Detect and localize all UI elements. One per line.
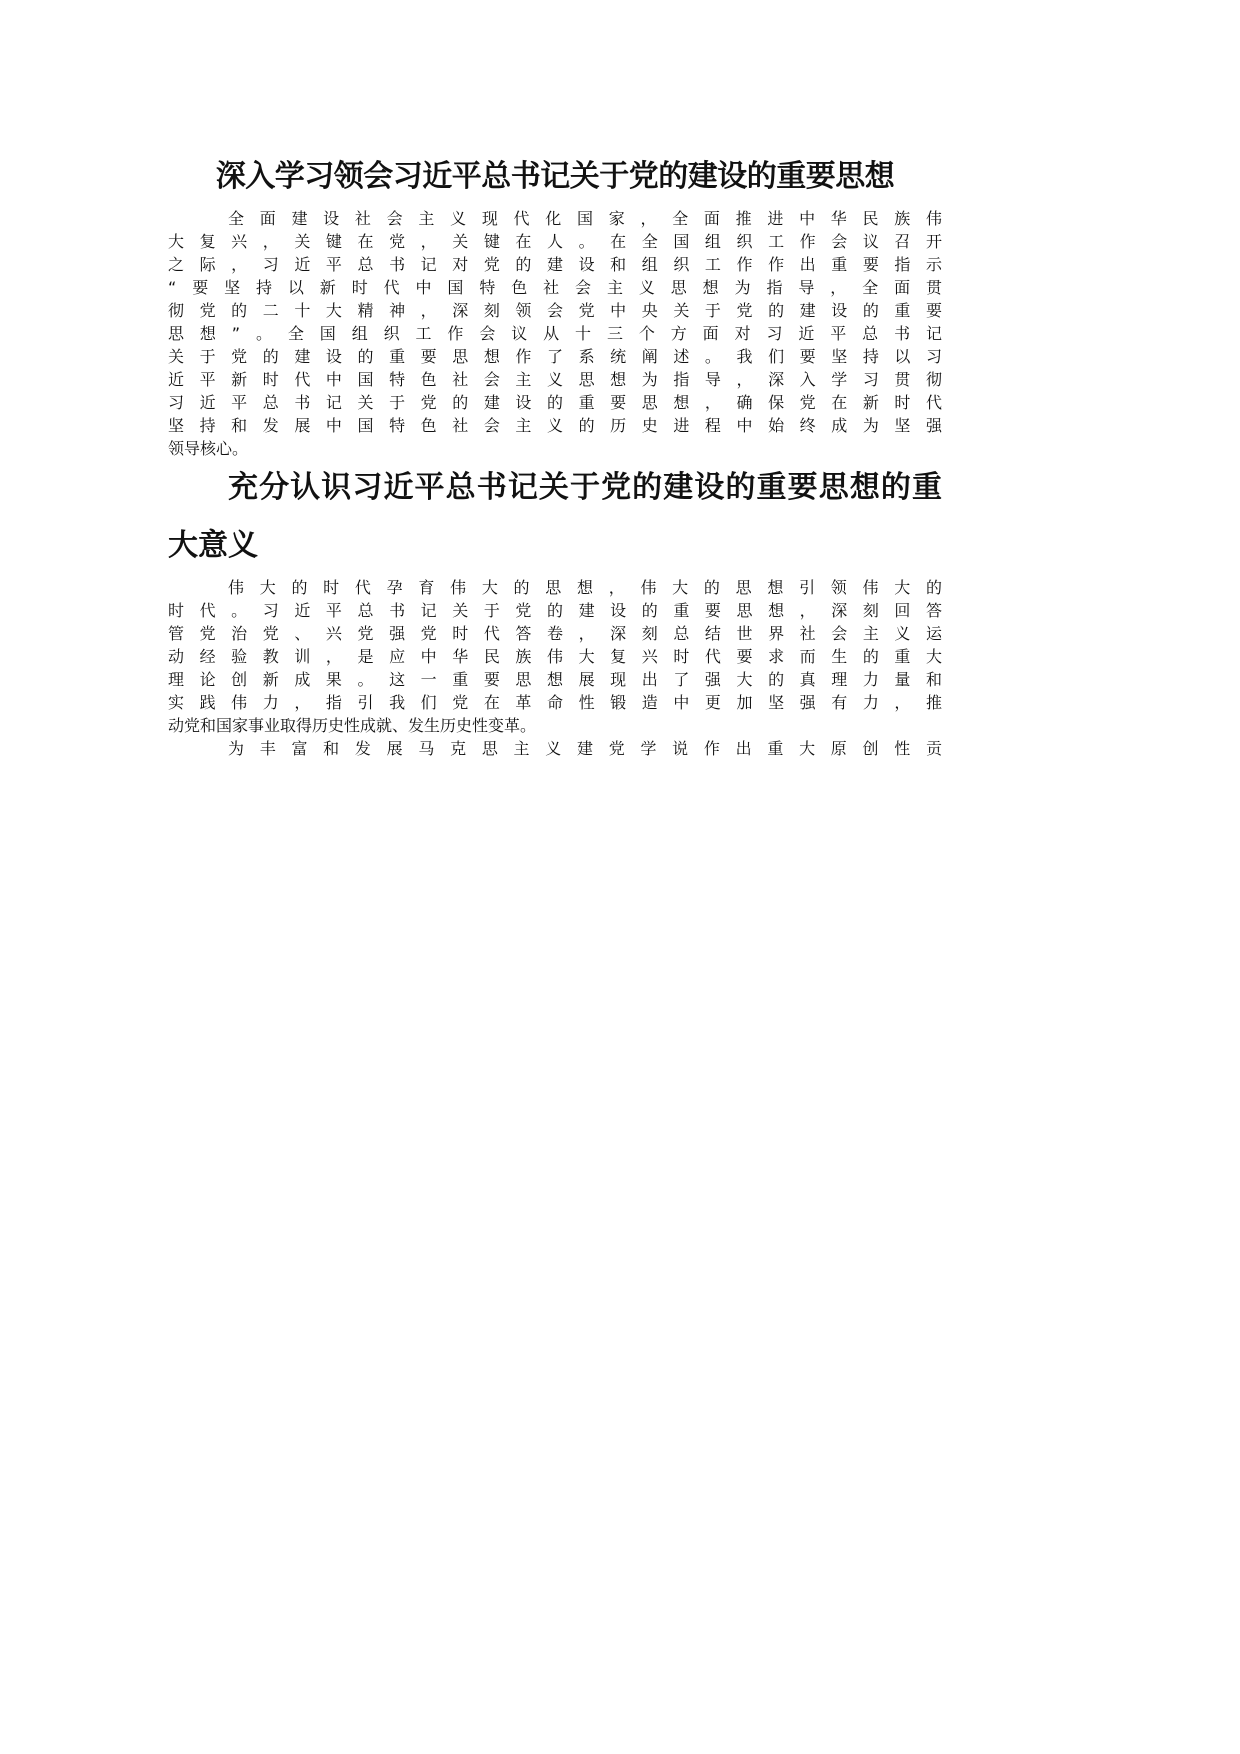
text-line: 全面建设社会主义现代化国家，全面推进中华民族伟 (228, 209, 942, 228)
text-line: “要坚持以新时代中国特色社会主义思想为指导，全面贯 (168, 278, 942, 297)
text-line: 近平新时代中国特色社会主义思想为指导，深入学习贯彻 (168, 370, 942, 389)
heading-line: 充分认识习近平总书记关于党的建设的重要思想的重 (228, 470, 942, 505)
text-line: 大复兴，关键在党，关键在人。在全国组织工作会议召开 (168, 232, 942, 251)
text-line: 习近平总书记关于党的建设的重要思想，确保党在新时代 (168, 393, 942, 412)
text-line: 彻党的二十大精神，深刻领会党中央关于党的建设的重要 (168, 301, 942, 320)
document-page (168, 148, 942, 759)
paragraph-significance (168, 575, 942, 736)
text-line: 为丰富和发展马克思主义建党学说作出重大原创性贡 (228, 739, 942, 758)
text-line: 关于党的建设的重要思想作了系统阐述。我们要坚持以习 (168, 347, 942, 366)
text-line: 动党和国家事业取得历史性成就、发生历史性变革。 (168, 716, 537, 735)
text-line: 之际，习近平总书记对党的建设和组织工作作出重要指示 (168, 255, 942, 274)
text-line: 思想”。全国组织工作会议从十三个方面对习近平总书记 (168, 324, 942, 343)
text-line: 领导核心。 (168, 439, 249, 458)
text-line: 动经验教训，是应中华民族伟大复兴时代要求而生的重大 (168, 647, 942, 666)
text-line: 实践伟力，指引我们党在革命性锻造中更加坚强有力，推 (168, 693, 942, 712)
text-line: 理论创新成果。这一重要思想展现出了强大的真理力量和 (168, 670, 942, 689)
section-heading (168, 459, 942, 575)
text-line: 管党治党、兴党强党时代答卷，深刻总结世界社会主义运 (168, 624, 942, 643)
paragraph-intro (168, 206, 942, 459)
paragraph-contribution (168, 736, 942, 759)
heading-line: 大意义 (168, 528, 258, 563)
document-title: 深入学习领会习近平总书记关于党的建设的重要思想 (215, 159, 895, 194)
text-line: 时代。习近平总书记关于党的建设的重要思想，深刻回答 (168, 601, 942, 620)
text-line: 坚持和发展中国特色社会主义的历史进程中始终成为坚强 (168, 416, 942, 435)
text-line: 伟大的时代孕育伟大的思想，伟大的思想引领伟大的 (228, 578, 942, 597)
